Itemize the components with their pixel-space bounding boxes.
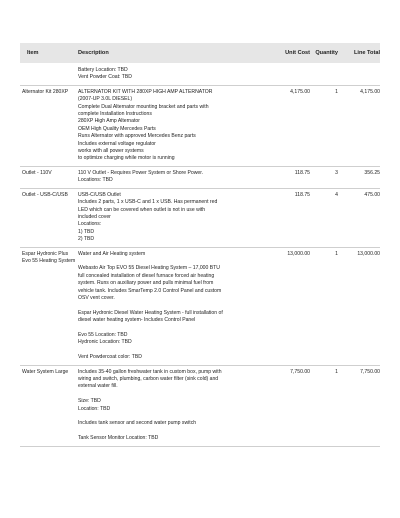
row-description <box>76 251 256 362</box>
description-line: Vent Powdercoat color: TBD <box>78 354 142 361</box>
description-line: Includes tank sensor and second water pump switch <box>78 420 197 427</box>
description-line: Webasto Air Top EVO 55 Diesel Heating System – 17,000 BTU <box>78 265 220 272</box>
description-line <box>78 428 256 435</box>
row-item: Espar Hydronic Plus Evo 55 Heating System <box>22 250 76 264</box>
description-line: (2007-UP 3.0L DIESEL) <box>78 96 133 103</box>
row-unit-cost <box>256 67 310 82</box>
row-line-total: 356.25 <box>364 169 380 176</box>
description-line: Runs Alternator with approved Mercedes Benz parts <box>78 133 196 140</box>
description-line: OSV vent cover. <box>78 294 115 301</box>
description-line: Vent Powder Coat: TBD <box>78 74 132 81</box>
row-item <box>20 67 76 82</box>
description-line: Locations: <box>78 221 102 228</box>
description-line: 280XP High Amp Alternator <box>78 118 140 125</box>
row-description <box>76 170 256 185</box>
row-unit-cost: 13,000.00 <box>287 250 310 257</box>
row-item: Water System Large <box>22 368 69 375</box>
description-line <box>78 258 256 265</box>
description-line: Location: TBD <box>78 405 111 412</box>
description-line: Complete Dual Alternator mounting bracket and parts with <box>78 103 209 110</box>
description-line: Espar Hydronic Diesel Water Heating System - full installation of <box>78 309 223 316</box>
description-line: USB-C/USB Outlet <box>78 191 121 198</box>
row-line-total: 4,175.00 <box>360 88 380 95</box>
description-line: Water and Air Heating system <box>78 250 146 257</box>
row-unit-cost: 7,750.00 <box>290 368 310 375</box>
description-line: Includes 35-40 gallon freshwater tank in custom box, pump with <box>78 368 222 375</box>
description-line <box>78 391 256 398</box>
description-line <box>78 325 256 332</box>
header-line-total: Line Total <box>354 50 380 56</box>
table-row <box>20 167 380 189</box>
description-line: ALTERNATOR KIT WITH 280XP HIGH AMP ALTERNATOR <box>78 88 213 95</box>
description-line: external water fill. <box>78 383 118 390</box>
row-line-total: 475.00 <box>364 191 380 198</box>
row-item: Outlet - 110V <box>22 169 52 176</box>
row-description <box>76 369 256 443</box>
table-row <box>20 63 380 86</box>
header-quantity: Quantity <box>315 50 338 56</box>
description-line: Hydronic Location: TBD <box>78 339 132 346</box>
description-line: 110 V Outlet - Requires Power System or Shore Power. <box>78 169 204 176</box>
row-item: Alternator Kit 280XP <box>22 88 69 95</box>
description-line <box>78 347 256 354</box>
description-line: Evo 55 Location: TBD <box>78 331 128 338</box>
description-line: 2) TBD <box>78 236 95 243</box>
description-line: system. Runs on auxiliary power and pulls minimal fuel from <box>78 280 214 287</box>
description-line: Includes external voltage regulator <box>78 140 156 147</box>
description-line: LED which can be covered when outlet is not in use with <box>78 206 206 213</box>
row-quantity <box>310 67 338 82</box>
description-line: Size: TBD <box>78 398 101 405</box>
table-row <box>20 366 380 447</box>
description-line: works with all power systems <box>78 148 144 155</box>
description-line: Includes 2 parts, 1 x USB-C and 1 x USB. Has permanent red <box>78 199 218 206</box>
row-item: Outlet - USB-C/USB <box>22 191 68 198</box>
description-line: wiring and switch, plumbing, carbon water filter (sink cold) and <box>78 375 219 382</box>
row-line-total: 13,000.00 <box>357 250 380 257</box>
description-line: complete Installation Instructions <box>78 111 152 118</box>
header-description: Description <box>78 50 109 56</box>
description-line: to optimize charging while motor is running <box>78 155 175 162</box>
row-quantity: 1 <box>335 250 338 257</box>
table-row <box>20 189 380 248</box>
description-line <box>78 302 256 309</box>
row-quantity: 3 <box>335 169 338 176</box>
header-item: Item <box>27 50 39 56</box>
row-description <box>76 89 256 163</box>
description-line: 1) TBD <box>78 228 95 235</box>
description-line: Locations: TBD <box>78 177 113 184</box>
description-line: Battery Location: TBD <box>78 67 128 73</box>
table-row <box>20 86 380 167</box>
row-unit-cost: 4,175.00 <box>290 88 310 95</box>
row-unit-cost: 118.75 <box>294 169 310 176</box>
row-quantity: 1 <box>335 88 338 95</box>
row-quantity: 4 <box>335 191 338 198</box>
description-line: diesel water heating system- Includes Control Panel <box>78 317 196 324</box>
row-unit-cost: 118.75 <box>294 191 310 198</box>
description-line: Tank Sensor Monitor Location: TBD <box>78 435 159 442</box>
row-description <box>76 67 256 82</box>
description-line: vehicle tank. Includes SmarTemp 2.0 Control Panel and custom <box>78 287 222 294</box>
quote-table <box>20 43 380 447</box>
description-line: included cover <box>78 213 111 220</box>
row-line-total <box>338 67 380 82</box>
row-description <box>76 192 256 244</box>
description-line <box>78 413 256 420</box>
description-line: full concealed installation of diesel furnace forced air heating <box>78 272 215 279</box>
description-line: OEM High Quality Mercedes Parts <box>78 125 156 132</box>
header-unit-cost: Unit Cost <box>285 50 310 56</box>
row-line-total: 7,750.00 <box>360 368 380 375</box>
table-row <box>20 248 380 366</box>
row-quantity: 1 <box>335 368 338 375</box>
table-body <box>20 63 380 447</box>
table-header <box>20 43 380 63</box>
